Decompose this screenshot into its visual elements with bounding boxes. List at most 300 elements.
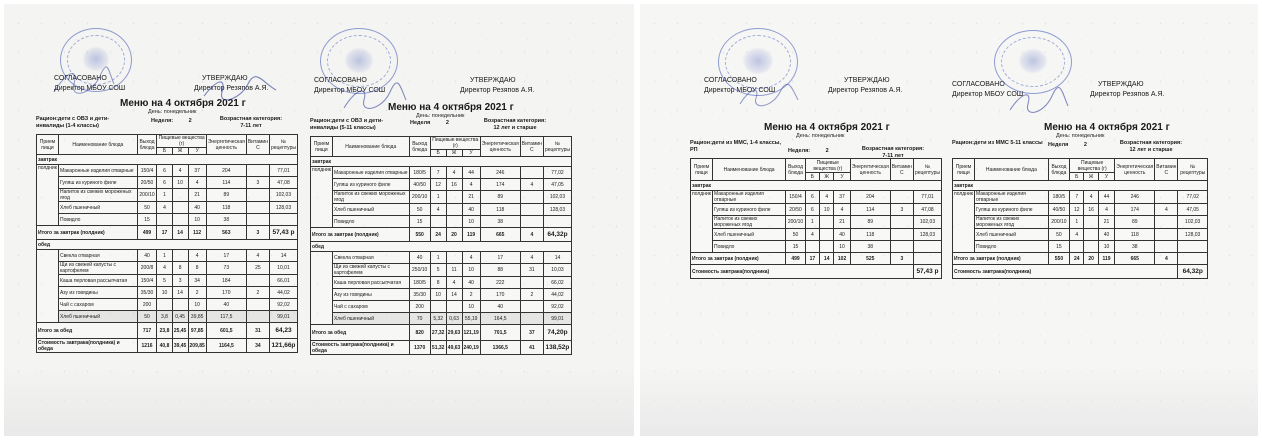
table-cell: 92,02	[543, 301, 571, 313]
table-cell: 3	[246, 177, 269, 189]
table-cell: 164,5	[480, 313, 520, 325]
total-cell: 112	[188, 226, 206, 240]
table-cell: 180/5	[409, 167, 430, 179]
dish-name: Свекла отварная	[58, 250, 137, 262]
dish-name: Хлеб пшеничный	[332, 313, 409, 325]
table-cell: 44	[1098, 191, 1114, 204]
table-cell: 40/50	[1048, 204, 1069, 216]
table-cell	[246, 202, 269, 214]
ration-label: Рацион:дети из ММС 5-11 классы	[952, 140, 1043, 146]
total-cell: 24	[430, 228, 446, 242]
dish-name: Чай с сахаром	[332, 301, 409, 313]
day-row: День: понедельник	[416, 113, 465, 119]
table-cell: 50	[1048, 229, 1069, 241]
total-cell: 1164,5	[206, 339, 246, 353]
table-cell: 89	[480, 191, 520, 204]
table-cell: 150/4	[786, 191, 806, 204]
table-cell: 8	[188, 262, 206, 275]
table-cell: 128,03	[1178, 229, 1208, 241]
dish-name: Хлеб пшеничный	[332, 204, 409, 216]
table-row	[691, 241, 942, 253]
table-row	[311, 204, 572, 216]
table-cell	[1070, 241, 1084, 253]
dish-name: Макаронные изделия отварные	[974, 191, 1048, 204]
total-cell: 121,66р	[269, 339, 297, 353]
table-cell	[157, 299, 172, 311]
agreed-label: СОГЛАСОВАНО	[54, 75, 107, 82]
meal-cell: полдник	[691, 191, 713, 253]
table-cell: 39,85	[188, 311, 206, 323]
total-row	[691, 253, 942, 265]
total-cell: 64,23	[269, 323, 297, 339]
table-row	[311, 289, 572, 301]
table-cell: 38	[1115, 241, 1155, 253]
menu-table: Прием пищи Наименование блюда Выход блюда Пищевые вещества (г) Энергетическая ценность Витамин С № рецептуры Б Ж У завтрак полдник Макаронные изделия отварные 180/5 7 4 44 246 77,02 Гуляш из куриного филе 40/50 12 16 4 174 4 47,05 Напиток из свежих мороженых ягод 200/10 1 21 89 102,03 Хлеб пшеничный 50 4 40 118 128,03 Повидло 15 10 38 Итого за завтрак (полдник) 550 24 20 119 665 4 64,32р обед Свекла отварная 40 1 4 17 4 14 Щи из свежей капусты с картофелем 250/10 5 11 10 88 31 10,03 Каша перловая рассыпчатая 180/5 8 4 40 222 66,02 Азу из говядины 35/30 10 14 2 170 2 44,02 Чай с сахаром 200 10 40 92,02 Хлеб пшеничный 70 5,32 0,63 55,19 164,5 99,01 Итого за обед 820 27,32 29,63 121,19 701,5 37 74,20р Стоимость завтрака(полдника) и обеда 1370 51,32 49,63 240,19 1366,5 41 138,52р	[310, 136, 572, 355]
table-cell: 200	[137, 299, 157, 311]
table-cell: 170	[480, 289, 520, 301]
dish-name: Напиток из свежих мороженых ягод	[332, 191, 409, 204]
table-cell	[446, 216, 462, 228]
total-label: Стоимость завтрака(полдника) и обеда	[37, 339, 138, 353]
table-cell: 6	[157, 177, 172, 189]
table-cell: 246	[1115, 191, 1155, 204]
table-row	[37, 214, 298, 226]
total-cell: 119	[1098, 253, 1114, 265]
total-cell: 3	[890, 253, 913, 265]
table-cell: 12	[1070, 204, 1084, 216]
table-cell: 2	[188, 287, 206, 299]
total-cell: 64,32р	[543, 228, 571, 242]
table-cell: 4	[188, 177, 206, 189]
table-row	[311, 167, 572, 179]
table-cell	[820, 241, 834, 253]
dish-name: Повидло	[332, 216, 409, 228]
table-cell	[446, 191, 462, 204]
age-category: Возрастная категория: 12 лет и старше	[1119, 140, 1183, 153]
table-cell: 16	[1084, 204, 1098, 216]
approval-block	[310, 76, 572, 104]
table-cell: 4	[1070, 229, 1084, 241]
total-row	[37, 339, 298, 353]
total-label: Стоимость завтрака(полдника) и обеда	[311, 341, 410, 355]
table-cell	[430, 216, 446, 228]
table-cell: 88	[480, 264, 520, 277]
dish-name: Напиток из свежих мороженых ягод	[712, 216, 785, 229]
total-cell: 563	[206, 226, 246, 240]
table-cell: 10	[820, 204, 834, 216]
meta-row	[952, 140, 1222, 158]
page-title: Меню на 4 октября 2021 г	[1044, 122, 1170, 133]
dish-name: Каша перловая рассыпчатая	[58, 275, 137, 287]
table-cell: 16	[446, 179, 462, 191]
table-cell	[1155, 216, 1178, 229]
meta-row	[690, 140, 960, 158]
table-cell	[172, 202, 188, 214]
total-row	[953, 253, 1208, 265]
table-cell: 70	[409, 313, 430, 325]
total-label: Итого за обед	[311, 325, 410, 341]
table-cell: 10	[172, 177, 188, 189]
ration-label: Рацион:дети с ОВЗ и дети-инвалиды (5-11 классы)	[310, 118, 384, 131]
table-cell: 114	[206, 177, 246, 189]
table-cell: 1	[430, 252, 446, 264]
meal-cell: полдник	[37, 165, 59, 226]
total-cell: 29,63	[446, 325, 462, 341]
table-cell	[172, 250, 188, 262]
total-cell: 665	[480, 228, 520, 242]
table-row	[311, 191, 572, 204]
table-cell: 4	[157, 262, 172, 275]
table-cell	[543, 216, 571, 228]
table-cell: 5,32	[430, 313, 446, 325]
total-cell: 51,32	[430, 341, 446, 355]
meal-cell: полдник	[311, 167, 333, 228]
table-cell: 66,02	[543, 277, 571, 289]
table-cell	[520, 167, 543, 179]
week-label: Неделя 2	[410, 120, 449, 126]
agreed-by: Директор МБОУ СОШ	[54, 85, 126, 92]
table-cell: 0,45	[172, 311, 188, 323]
table-cell: 2	[246, 287, 269, 299]
total-cell: 74,20р	[543, 325, 571, 341]
total-cell: 525	[850, 253, 890, 265]
table-cell: 5	[430, 264, 446, 277]
table-cell: 11	[446, 264, 462, 277]
total-cell: 20	[446, 228, 462, 242]
total-cell: 97,85	[188, 323, 206, 339]
page-title: Меню на 4 октября 2021 г	[764, 122, 890, 133]
table-cell: 150/4	[137, 165, 157, 177]
total-cell: 4	[1155, 253, 1178, 265]
dish-name: Макаронные изделия отварные	[332, 167, 409, 179]
table-cell	[520, 204, 543, 216]
table-cell	[172, 214, 188, 226]
table-cell	[246, 299, 269, 311]
age-category: Возрастная категория: 7-11 лет	[861, 146, 925, 159]
total-cell: 17	[805, 253, 819, 265]
dish-name: Каша перловая рассыпчатая	[332, 277, 409, 289]
table-cell: 8	[172, 262, 188, 275]
agreed-label: СОГЛАСОВАНО	[704, 77, 757, 84]
table-cell	[246, 311, 269, 323]
table-cell: 17	[206, 250, 246, 262]
approve-label: УТВЕРЖДАЮ	[844, 77, 890, 84]
table-cell: 73	[206, 262, 246, 275]
table-cell: 20/50	[786, 204, 806, 216]
table-cell: 10	[462, 301, 480, 313]
table-cell	[1155, 241, 1178, 253]
table-cell: 4	[157, 202, 172, 214]
table-row	[953, 216, 1208, 229]
table-cell: 1	[157, 189, 172, 202]
table-cell: 21	[188, 189, 206, 202]
dish-name: Гуляш из куриного филе	[712, 204, 785, 216]
table-cell: 10,03	[543, 264, 571, 277]
table-row	[37, 189, 298, 202]
meal-cell	[311, 252, 333, 325]
table-cell: 14	[172, 287, 188, 299]
table-row	[953, 204, 1208, 216]
table-row	[691, 204, 942, 216]
table-row	[691, 216, 942, 229]
table-cell: 1	[157, 250, 172, 262]
table-cell: 37	[834, 191, 850, 204]
table-cell: 99,01	[543, 313, 571, 325]
table-cell: 180/5	[409, 277, 430, 289]
table-cell: 17	[480, 252, 520, 264]
total-cell: 499	[786, 253, 806, 265]
day-row: День: понедельник	[148, 109, 197, 115]
table-cell: 102,03	[543, 191, 571, 204]
table-cell: 44,02	[543, 289, 571, 301]
table-cell: 200/8	[137, 262, 157, 275]
table-cell	[446, 204, 462, 216]
day-row: День: понедельник	[1056, 133, 1105, 139]
day-row: День: понедельник	[796, 133, 845, 139]
table-cell: 77,02	[1178, 191, 1208, 204]
table-cell: 1	[430, 191, 446, 204]
table-cell	[246, 165, 269, 177]
total-cell	[913, 253, 941, 265]
table-row	[311, 252, 572, 264]
total-cell: 23,8	[157, 323, 172, 339]
total-cell: 25,45	[172, 323, 188, 339]
table-cell: 8	[430, 277, 446, 289]
table-row	[37, 250, 298, 262]
meta-row	[310, 118, 580, 136]
approve-label: УТВЕРЖДАЮ	[470, 77, 516, 84]
table-cell: 77,01	[269, 165, 297, 177]
table-cell: 15	[137, 214, 157, 226]
table-cell	[890, 216, 913, 229]
total-cell: 138,52р	[543, 341, 571, 355]
table-row	[953, 191, 1208, 204]
table-cell: 128,03	[543, 204, 571, 216]
table-cell	[1084, 241, 1098, 253]
table-row	[311, 179, 572, 191]
table-cell: 200/10	[409, 191, 430, 204]
table-cell: 77,01	[913, 191, 941, 204]
dish-name: Гуляш из куриного филе	[974, 204, 1048, 216]
total-cell: 3	[246, 226, 269, 240]
table-cell: 7	[430, 167, 446, 179]
table-cell: 14	[543, 252, 571, 264]
table-cell	[1155, 229, 1178, 241]
table-cell: 40	[462, 277, 480, 289]
table-cell: 35/30	[409, 289, 430, 301]
table-cell: 6	[805, 204, 819, 216]
table-cell: 3	[172, 275, 188, 287]
table-cell	[1155, 191, 1178, 204]
table-cell: 21	[462, 191, 480, 204]
approval-block	[690, 76, 940, 104]
table-row	[311, 264, 572, 277]
table-cell: 4	[1155, 204, 1178, 216]
total-cell: 119	[462, 228, 480, 242]
meta-row	[36, 116, 306, 134]
table-cell: 114	[850, 204, 890, 216]
table-cell: 1	[1070, 216, 1084, 229]
table-cell: 10	[188, 299, 206, 311]
table-cell: 10	[462, 264, 480, 277]
table-cell: 200	[409, 301, 430, 313]
table-cell: 200/10	[137, 189, 157, 202]
table-cell	[1084, 216, 1098, 229]
table-row	[37, 311, 298, 323]
table-cell: 38	[206, 214, 246, 226]
table-row	[37, 287, 298, 299]
table-cell: 102,03	[913, 216, 941, 229]
table-cell: 40	[1098, 229, 1114, 241]
table-cell: 77,02	[543, 167, 571, 179]
table-cell: 47,08	[269, 177, 297, 189]
table-cell: 184	[206, 275, 246, 287]
table-row	[37, 299, 298, 311]
table-cell: 40	[206, 299, 246, 311]
table-cell: 4	[462, 179, 480, 191]
table-cell: 10	[430, 289, 446, 301]
table-row	[953, 229, 1208, 241]
dish-name: Гуляш из куриного филе	[58, 177, 137, 189]
table-cell: 117,5	[206, 311, 246, 323]
table-cell: 3,8	[157, 311, 172, 323]
table-cell: 4	[1098, 204, 1114, 216]
meal-cell: полдник	[953, 191, 975, 253]
table-cell: 4	[462, 252, 480, 264]
table-row	[37, 202, 298, 214]
total-row	[311, 325, 572, 341]
table-cell: 35/30	[137, 287, 157, 299]
total-cell: 550	[409, 228, 430, 242]
table-row	[37, 177, 298, 189]
week-label: Неделя: 2	[151, 118, 192, 124]
table-cell	[246, 189, 269, 202]
table-cell: 92,02	[269, 299, 297, 311]
table-row	[691, 229, 942, 241]
total-cell: 102	[834, 253, 850, 265]
table-cell	[172, 299, 188, 311]
ration-label: Рацион:дети из ММС, 1-4 классы, РП	[690, 140, 782, 153]
total-row	[311, 341, 572, 355]
table-cell: 40	[480, 301, 520, 313]
table-cell: 50	[137, 202, 157, 214]
table-cell: 128,03	[269, 202, 297, 214]
table-cell	[446, 301, 462, 313]
table-cell: 4	[834, 204, 850, 216]
table-cell: 99,01	[269, 311, 297, 323]
table-cell: 40	[834, 229, 850, 241]
total-cell: 31	[246, 323, 269, 339]
table-cell: 15	[1048, 241, 1069, 253]
table-cell: 89	[850, 216, 890, 229]
table-cell: 6	[805, 191, 819, 204]
table-cell	[805, 241, 819, 253]
table-row	[311, 216, 572, 228]
table-cell: 246	[480, 167, 520, 179]
table-row	[37, 275, 298, 287]
table-cell: 40/50	[409, 179, 430, 191]
table-cell	[520, 277, 543, 289]
table-row	[953, 241, 1208, 253]
table-cell: 4	[446, 167, 462, 179]
table-cell: 47,05	[543, 179, 571, 191]
table-row	[311, 313, 572, 325]
table-cell	[820, 216, 834, 229]
table-cell: 200/10	[786, 216, 806, 229]
total-label: Итого за завтрак (полдник)	[953, 253, 1049, 265]
dish-name: Повидло	[712, 241, 785, 253]
table-cell: 4	[188, 250, 206, 262]
table-cell: 50	[409, 204, 430, 216]
table-cell: 40	[188, 202, 206, 214]
table-cell	[913, 241, 941, 253]
table-cell: 10	[157, 287, 172, 299]
scan-right	[640, 4, 1258, 436]
table-row	[311, 277, 572, 289]
table-cell: 50	[137, 311, 157, 323]
table-cell: 10,01	[269, 262, 297, 275]
dish-name: Напиток из свежих мороженых ягод	[58, 189, 137, 202]
table-cell: 34	[188, 275, 206, 287]
approve-by: Директор Резяпов А.Я.	[828, 87, 903, 94]
table-cell	[520, 313, 543, 325]
table-cell: 89	[206, 189, 246, 202]
total-cell: 550	[1048, 253, 1069, 265]
total-cell: 665	[1115, 253, 1155, 265]
total-cell: 39,45	[172, 339, 188, 353]
scan-left	[4, 4, 634, 436]
table-cell	[890, 229, 913, 241]
table-cell: 4	[820, 191, 834, 204]
total-row	[37, 323, 298, 339]
table-cell: 15	[786, 241, 806, 253]
table-cell: 5	[157, 275, 172, 287]
total-cell: 20	[1084, 253, 1098, 265]
table-cell: 44,02	[269, 287, 297, 299]
table-cell: 3	[890, 204, 913, 216]
total-cell: 4	[520, 228, 543, 242]
ration-label: Рацион:дети с ОВЗ и дети-инвалиды (1-4 классы)	[36, 116, 110, 129]
table-row	[37, 165, 298, 177]
page-title: Меню на 4 октября 2021 г	[388, 102, 514, 113]
table-cell: 12	[430, 179, 446, 191]
table-cell	[1084, 229, 1098, 241]
table-cell	[446, 252, 462, 264]
table-cell: 7	[1070, 191, 1084, 204]
table-cell: 47,05	[1178, 204, 1208, 216]
total-cell: 14	[172, 226, 188, 240]
dish-name: Макаронные изделия отварные	[58, 165, 137, 177]
table-row	[37, 262, 298, 275]
table-cell: 118	[850, 229, 890, 241]
table-cell: 180/5	[1048, 191, 1069, 204]
table-cell	[269, 214, 297, 226]
week-label: Неделя: 2	[788, 148, 829, 154]
table-cell: 66,01	[269, 275, 297, 287]
table-cell	[157, 214, 172, 226]
dish-name: Хлеб пшеничный	[58, 311, 137, 323]
table-cell: 174	[1115, 204, 1155, 216]
table-cell: 50	[786, 229, 806, 241]
total-cell: 57,43 р	[269, 226, 297, 240]
table-cell: 0,63	[446, 313, 462, 325]
agreed-by: Директор МБОУ СОШ	[704, 87, 776, 94]
total-label: Итого за завтрак (полдник)	[311, 228, 410, 242]
total-cell: 41	[520, 341, 543, 355]
table-cell: 4	[520, 179, 543, 191]
table-cell: 40	[409, 252, 430, 264]
table-cell: 200/10	[1048, 216, 1069, 229]
